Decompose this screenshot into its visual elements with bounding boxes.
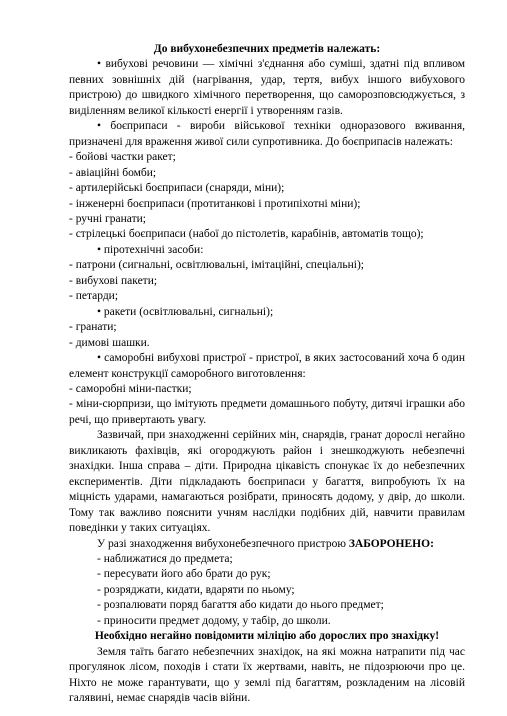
list-item: - ручні гранати; xyxy=(69,212,146,225)
forbidden-colon: : xyxy=(430,537,434,550)
explosives-paragraph: • вибухові речовини — хімічні з'єднання або суміші, здатні під впливом певних зовнішніх дій (нагрівання, удар, тертя, вибух іншого вибухового пристрою) до швидкого хімічного перетворення, що саморозповсюджується, з виділенням великої кількості енергії і утворенням газів. xyxy=(69,58,465,117)
list-item: - вибухові пакети; xyxy=(69,274,158,287)
forbidden-word: ЗАБОРОНЕНО xyxy=(348,537,431,550)
notice-line: Необхідно негайно повідомити міліцію або дорослих про знахідку! xyxy=(94,630,440,643)
list-item: - гранати; xyxy=(69,321,117,334)
list-item: - міни-сюрпризи, що імітують предмети домашнього побуту, дитячі іграшки або речі, що привертають увагу. xyxy=(69,398,465,426)
forbidden-intro xyxy=(69,537,465,552)
forbidden-intro-text: У разі знаходження вибухонебезпечного пристрою xyxy=(97,537,349,550)
list-item: - інженерні боєприпаси (протитанкові і протипіхотні міни); xyxy=(69,197,361,210)
list-item: - бойові частки ракет; xyxy=(69,151,176,164)
list-item: - петарди; xyxy=(69,290,119,303)
list-item: - приносити предмет додому, у табір, до школи. xyxy=(97,614,331,627)
list-item: - димові шашки. xyxy=(69,336,150,349)
list-item: - артилерійські боєприпаси (снаряди, міни); xyxy=(69,182,285,195)
list-item: - наближатися до предмета; xyxy=(97,552,233,565)
list-item: - саморобні міни-пастки; xyxy=(69,382,192,395)
pyrotechnics-header: • піротехнічні засоби: xyxy=(97,243,204,256)
list-item: - стрілецькі боєприпаси (набої до пістолетів, карабінів, автоматів тощо); xyxy=(69,228,424,241)
list-item: - пересувати його або брати до рук; xyxy=(97,568,271,581)
improvised-devices-paragraph: • саморобні вибухові пристрої - пристрої, в яких застосований хоча б один елемент конструкції саморобного виготовлення: xyxy=(69,352,465,380)
rockets-header: • ракети (освітлювальні, сигнальні); xyxy=(97,305,274,318)
list-item: - розряджати, кидати, вдаряти по ньому; xyxy=(97,583,295,596)
ammunition-paragraph: • боєприпаси - вироби військової техніки одноразового вживання, призначені для враження живої сили супротивника. До боєприпасів належать: xyxy=(69,120,465,148)
list-item: - розпалювати поряд багаття або кидати до нього предмет; xyxy=(97,599,384,612)
children-paragraph: Зазвичай, при знаходженні серійних мін, снарядів, гранат дорослі негайно викликають фахівців, які огороджують район і знешкоджують небезпечні знахідки. Інша справа – діти. Природна цікавість спонукає їх до небезпечних експериментів. Діти підкладають боєприпаси у багаття, випробують їх на міцність ударами, намагаються розібрати, приносять додому, у двір, до школи. Тому так важливо пояснити учням наслідки подібних дій, навчити правилам поведінки у таких ситуаціях. xyxy=(69,429,465,535)
closing-paragraph: Земля таїть багато небезпечних знахідок, на які можна натрапити під час прогулянок лісом, походів і стати їх жертвами, навіть, не підозрюючи про це. Ніхто не може гарантувати, що у землі під багаттям, розкладеним на лісовій галявині, немає снарядів часів війни. xyxy=(69,645,465,705)
document-title: До вибухонебезпечних предметів належать: xyxy=(153,43,381,55)
list-item: - патрони (сигнальні, освітлювальні, імітаційні, спеціальні); xyxy=(69,259,364,272)
list-item: - авіаційні бомби; xyxy=(69,166,157,179)
